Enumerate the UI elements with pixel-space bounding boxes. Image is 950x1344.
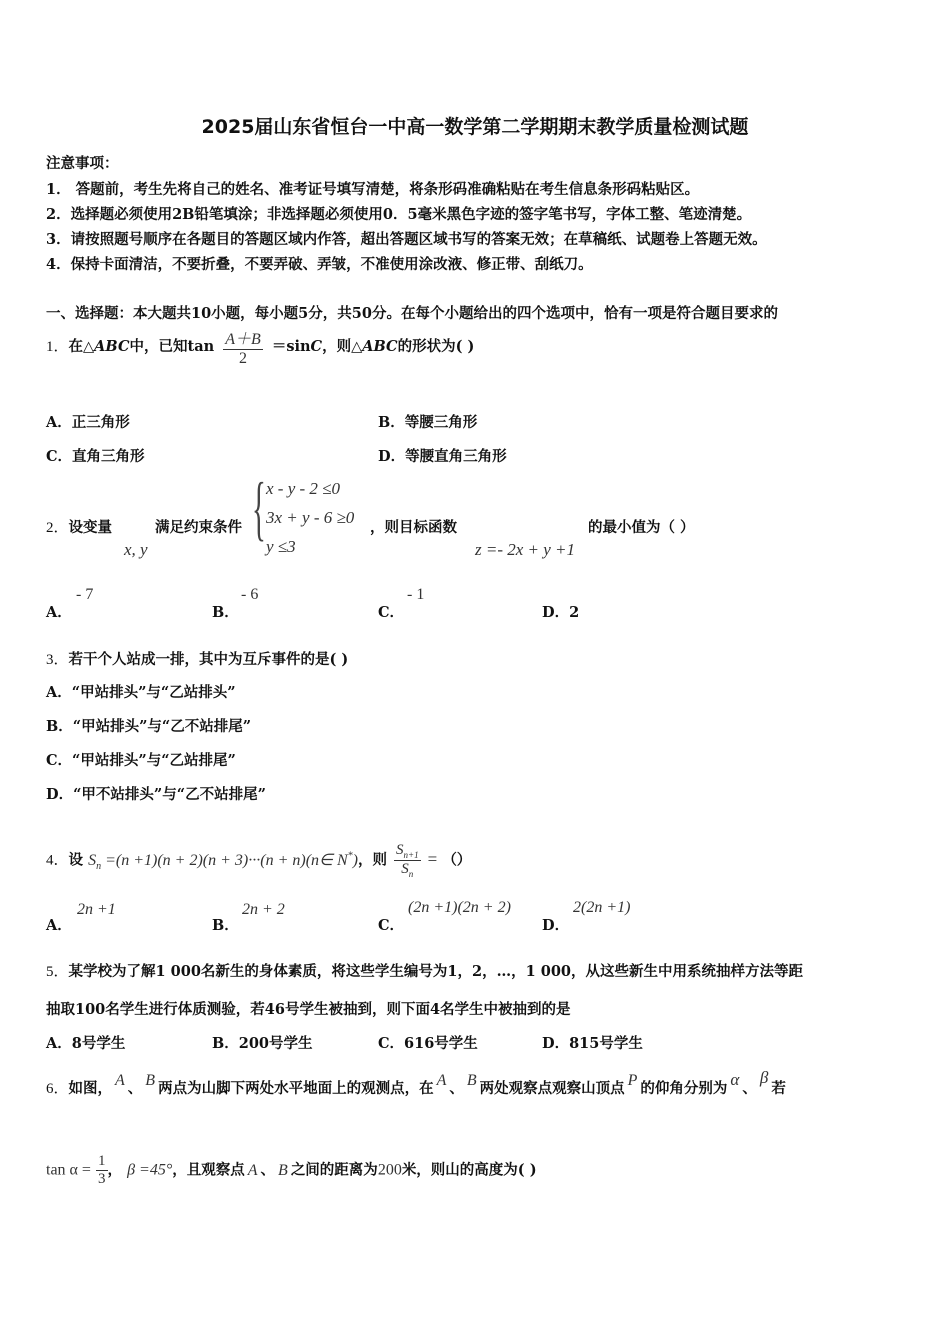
question-number: 1． <box>46 339 69 355</box>
question-1: 1．在△ABC中，已知tan $\frac{A+B}{2}$ ＝sinC，则△ABC的形状为( ) <box>46 326 474 368</box>
q1-option-b: B．等腰三角形 <box>378 414 478 431</box>
point-p: P <box>627 1072 638 1089</box>
q2-variables: x, y <box>124 540 148 559</box>
question-4: 4．设 $S_n =(n +1)(n + 2)(n + 3)\cdot\cdot\cdot(n$ + n)(n∈ N*)，则 $\frac{S_{n+1}}{S_n}$ = （） <box>46 842 472 879</box>
tan-alpha-expression: tan α = <box>46 1161 91 1179</box>
q4-option-d-value: 2(2n +1) <box>573 899 631 916</box>
sequence-definition: $S_n =(n +1)(n + 2)(n + 3)\cdot\cdot\cdot(n$ + n)(n∈ N*) <box>88 850 358 872</box>
fraction-one-third: $\frac{1}{3}$ <box>98 1153 106 1187</box>
constraint-brace: { <box>252 468 266 548</box>
question-number: 6． <box>46 1081 69 1097</box>
question-number: 2． <box>46 520 69 536</box>
constraint-3: y ≤3 <box>266 537 296 556</box>
notice-item-3: 3．请按照题号顺序在各题目的答题区域内作答，超出答题区域书写的答案无效；在草稿纸、试题卷上答题无效。 <box>46 231 767 248</box>
q2-text-start: 2．设变量 <box>46 519 113 536</box>
point-a: A <box>436 1072 447 1089</box>
question-5-line-1: 5．某学校为了解1 000名新生的身体素质，将这些学生编号为1，2，…，1 000，从这些新生中用系统抽样方法等距 <box>46 963 803 980</box>
notice-item-4: 4．保持卡面清洁，不要折叠，不要弄破、弄皱，不准使用涂改液、修正带、刮纸刀。 <box>46 256 593 273</box>
q4-option-d-label: D． <box>542 917 570 934</box>
notice-item-1: 1． 答题前，考生先将自己的姓名、准考证号填写清楚，将条形码准确粘贴在考生信息条形码粘贴区。 <box>46 181 700 198</box>
question-3: 3．若干个人站成一排，其中为互斥事件的是( ) <box>46 651 349 668</box>
point-b: B <box>466 1072 477 1089</box>
fraction-a-plus-b-over-2: $\frac{A+B}{2}$ <box>223 326 263 368</box>
ratio-fraction: $\frac{S_{n+1}}{S_n}$ <box>396 842 419 879</box>
angle-alpha: α <box>730 1070 740 1089</box>
section-heading: 一、选择题：本大题共10小题，每小题5分，共50分。在每个小题给出的四个选项中，恰有一项是符合题目要求的 <box>46 305 778 322</box>
question-6-line-1: 6．如图， A 、 B 两点为山脚下两处水平地面上的观测点，在 A 、 B 两处观察点观察山顶点 P 的仰角分别为 α 、β若 <box>46 1068 786 1097</box>
beta-value: β =45° <box>127 1161 173 1179</box>
q4-option-a-label: A． <box>46 917 72 934</box>
q2-text-end: 的最小值为（ ） <box>588 519 695 536</box>
q5-option-c: C．616号学生 <box>378 1035 478 1052</box>
q1-option-c: C．直角三角形 <box>46 448 145 465</box>
q3-option-b: B．“甲站排头”与“乙不站排尾” <box>46 718 252 735</box>
q2-option-b-value: - 6 <box>241 586 259 603</box>
q1-option-d: D．等腰直角三角形 <box>378 448 507 465</box>
distance-value: 200 <box>377 1161 402 1179</box>
objective-function: z =- 2x + y +1 <box>475 540 576 559</box>
question-number: 3． <box>46 652 69 668</box>
q3-option-d: D．“甲不站排头”与“乙不站排尾” <box>46 786 266 803</box>
question-6-line-2: tan α = $\frac{1}{3}$ ， β =45°，且观察点 A 、 B 之间的距离为200米，则山的高度为( ) <box>46 1153 537 1187</box>
q3-option-c: C．“甲站排头”与“乙站排尾” <box>46 752 236 769</box>
q3-option-a: A．“甲站排头”与“乙站排头” <box>46 684 236 701</box>
notice-item-2: 2．选择题必须使用2B铅笔填涂；非选择题必须使用0．5毫米黑色字迹的签字笔书写，字体工整、笔迹清楚。 <box>46 206 752 223</box>
q2-text-constraints: 满足约束条件 <box>155 519 242 536</box>
q2-option-c-label: C． <box>378 604 405 621</box>
q2-text-objective: ，则目标函数 <box>370 519 457 536</box>
q4-option-c-label: C． <box>378 917 405 934</box>
q5-option-d: D．815号学生 <box>542 1035 643 1052</box>
q2-option-c-value: - 1 <box>407 586 425 603</box>
notice-heading: 注意事项： <box>46 155 119 172</box>
q4-option-a-value: 2n +1 <box>77 901 116 918</box>
q2-option-a-value: - 7 <box>76 586 94 603</box>
q2-option-a-label: A． <box>46 604 72 621</box>
constraint-2: 3x + y - 6 ≥0 <box>266 508 355 527</box>
question-number: 5． <box>46 964 69 980</box>
q5-option-a: A．8号学生 <box>46 1035 126 1052</box>
q4-option-c-value: (2n +1)(2n + 2) <box>408 899 511 916</box>
q1-option-a: A．正三角形 <box>46 414 130 431</box>
q4-option-b-label: B． <box>212 917 239 934</box>
page-title: 2025届山东省恒台一中高一数学第二学期期末教学质量检测试题 <box>201 116 749 138</box>
q2-option-b-label: B． <box>212 604 239 621</box>
q2-option-d: D．2 <box>542 604 580 621</box>
q5-option-b: B．200号学生 <box>212 1035 313 1052</box>
angle-beta: β <box>759 1068 769 1087</box>
question-number: 4． <box>46 852 69 869</box>
question-5-line-2: 抽取100名学生进行体质测验，若46号学生被抽到，则下面4名学生中被抽到的是 <box>46 1001 571 1018</box>
constraint-1: x - y - 2 ≤0 <box>266 479 340 498</box>
q4-option-b-value: 2n + 2 <box>242 901 285 918</box>
